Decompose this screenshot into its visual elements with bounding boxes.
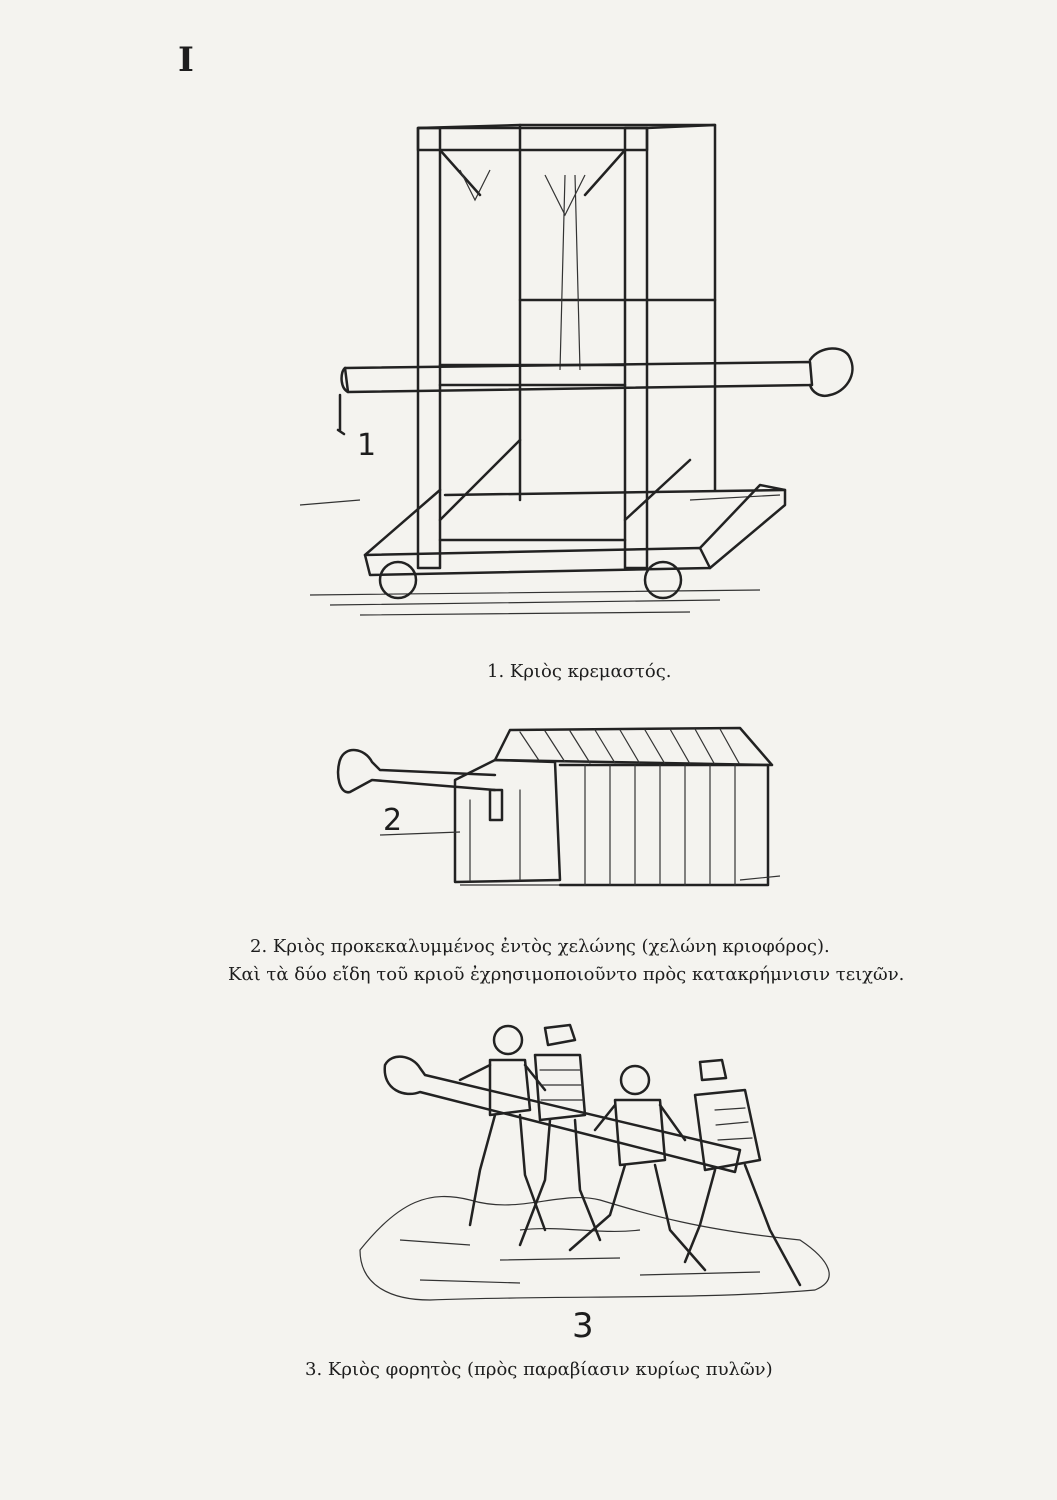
figure-3-number: 3 (572, 1306, 594, 1346)
figure-2-caption: 2. Κριὸς προκεκαλυμμένος ἐντὸς χελώνης (χελώνη κριοφόρος). (250, 936, 830, 957)
figure-3-ground (360, 1197, 829, 1300)
figure-1-caption: 1. Κριὸς κρεμαστός. (487, 661, 672, 682)
figure-1-number: 1 (357, 428, 377, 463)
figure-3-caption: 3. Κριὸς φορητὸς (πρὸς παραβίασιν κυρίως πυλῶν) (305, 1359, 773, 1380)
page-mark: I (178, 40, 194, 80)
figure-2-number: 2 (383, 803, 403, 838)
shared-note: Καὶ τὰ δύο εἴδη τοῦ κριοῦ ἐχρησιμοποιοῦντο πρὸς κατακρήμνισιν τειχῶν. (228, 964, 905, 985)
